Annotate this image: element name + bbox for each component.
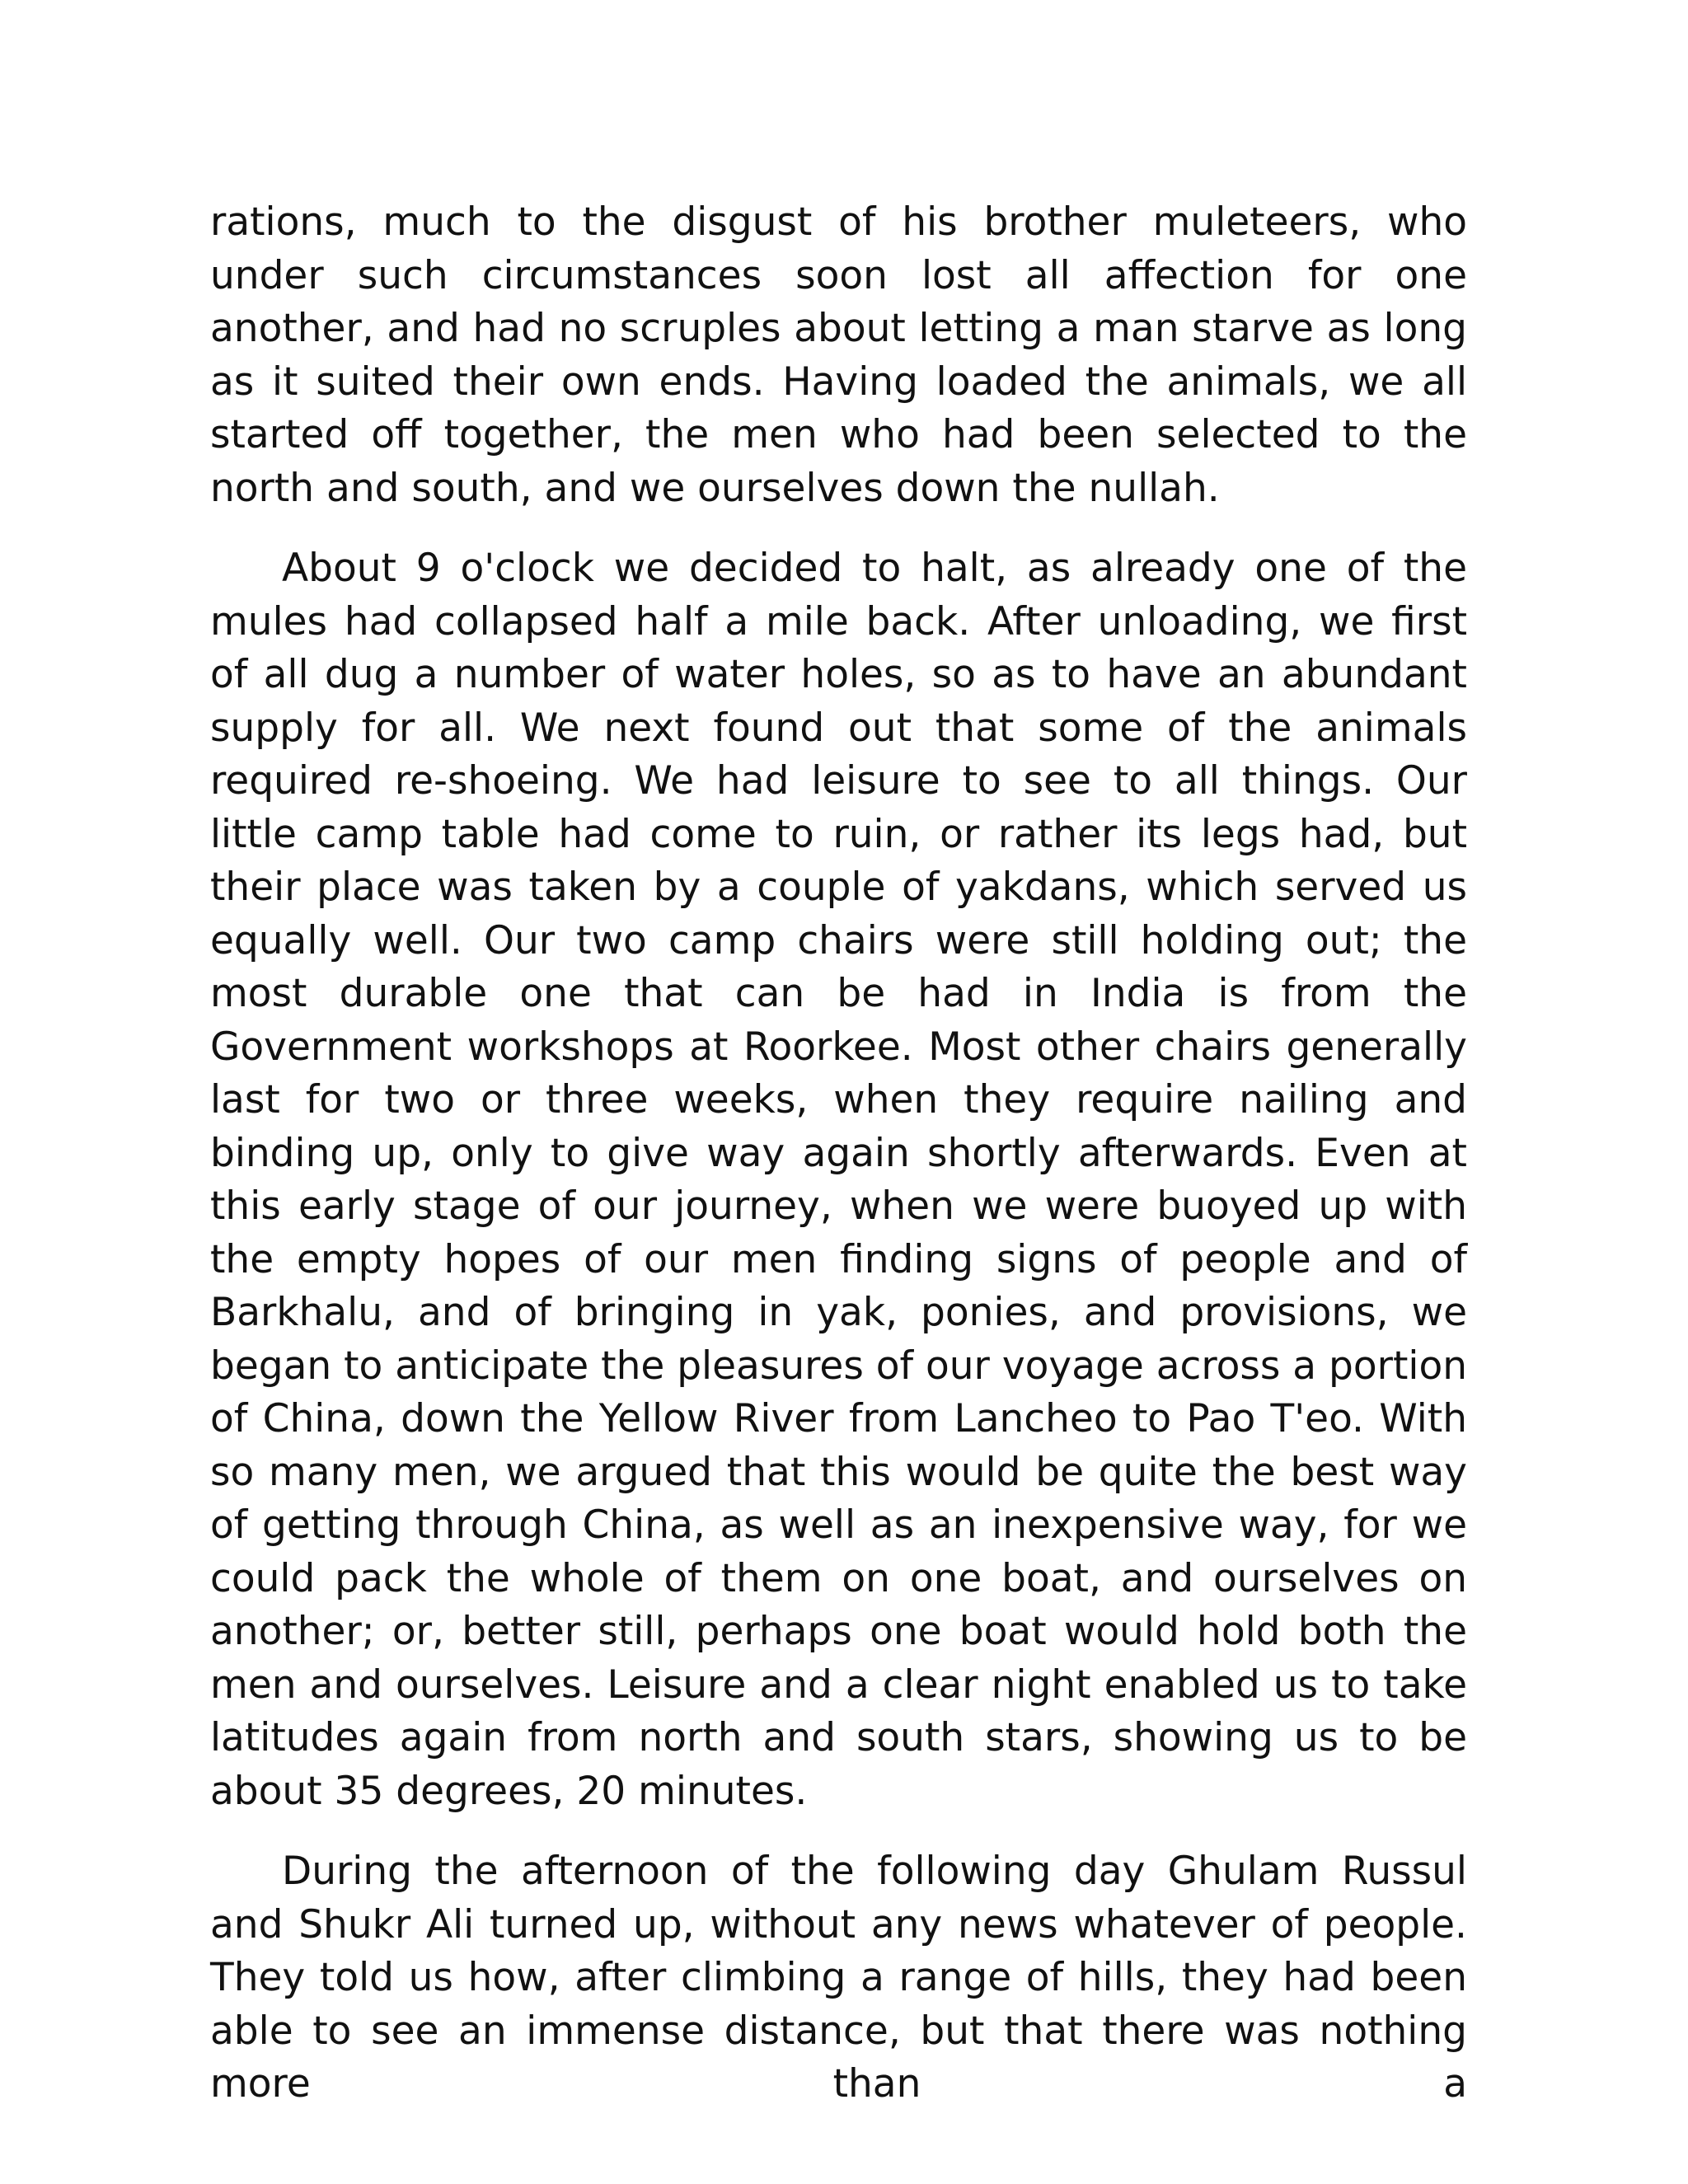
paragraph-1: rations, much to the disgust of his brother muleteers, who under such circumstances soon lost all affection for one another, and had no scruples about letting a man starve as long as it suited their own ends. Having loaded the animals, we all started off together, the men who had been selected to the north and south, and we ourselves down the nullah. (210, 199, 1467, 511)
paragraph-3: During the afternoon of the following day Ghulam Russul and Shukr Ali turned up, without any news whatever of people. They told us how, after climbing a range of hills, they had been able to see an immense distance, but that there was nothing more than a (210, 1849, 1467, 2107)
body-text (210, 196, 1467, 2111)
paragraph-2: About 9 o'clock we decided to halt, as already one of the mules had collapsed half a mile back. After unloading, we first of all dug a number of water holes, so as to have an abundant supply for all. We next found out that some of the animals required re-shoeing. We had leisure to see to all things. Our little camp table had come to ruin, or rather its legs had, but their place was taken by a couple of yakdans, which served us equally well. Our two camp chairs were still holding out; the most durable one that can be had in India is from the Government workshops at Roorkee. Most other chairs generally last for two or three weeks, when they require nailing and binding up, only to give way again shortly afterwards. Even at this early stage of our journey, when we were buoyed up with the empty hopes of our men finding signs of people and of Barkhalu, and of bringing in yak, ponies, and provisions, we began to anticipate the pleasures of our voyage across a portion of China, down the Yellow River from Lancheo to Pao T'eo. With so many men, we argued that this would be quite the best way of getting through China, as well as an inexpensive way, for we could pack the whole of them on one boat, and ourselves on another; or, better still, perhaps one boat would hold both the men and ourselves. Leisure and a clear night enabled us to take latitudes again from north and south stars, showing us to be about 35 degrees, 20 minutes. (210, 546, 1467, 1814)
